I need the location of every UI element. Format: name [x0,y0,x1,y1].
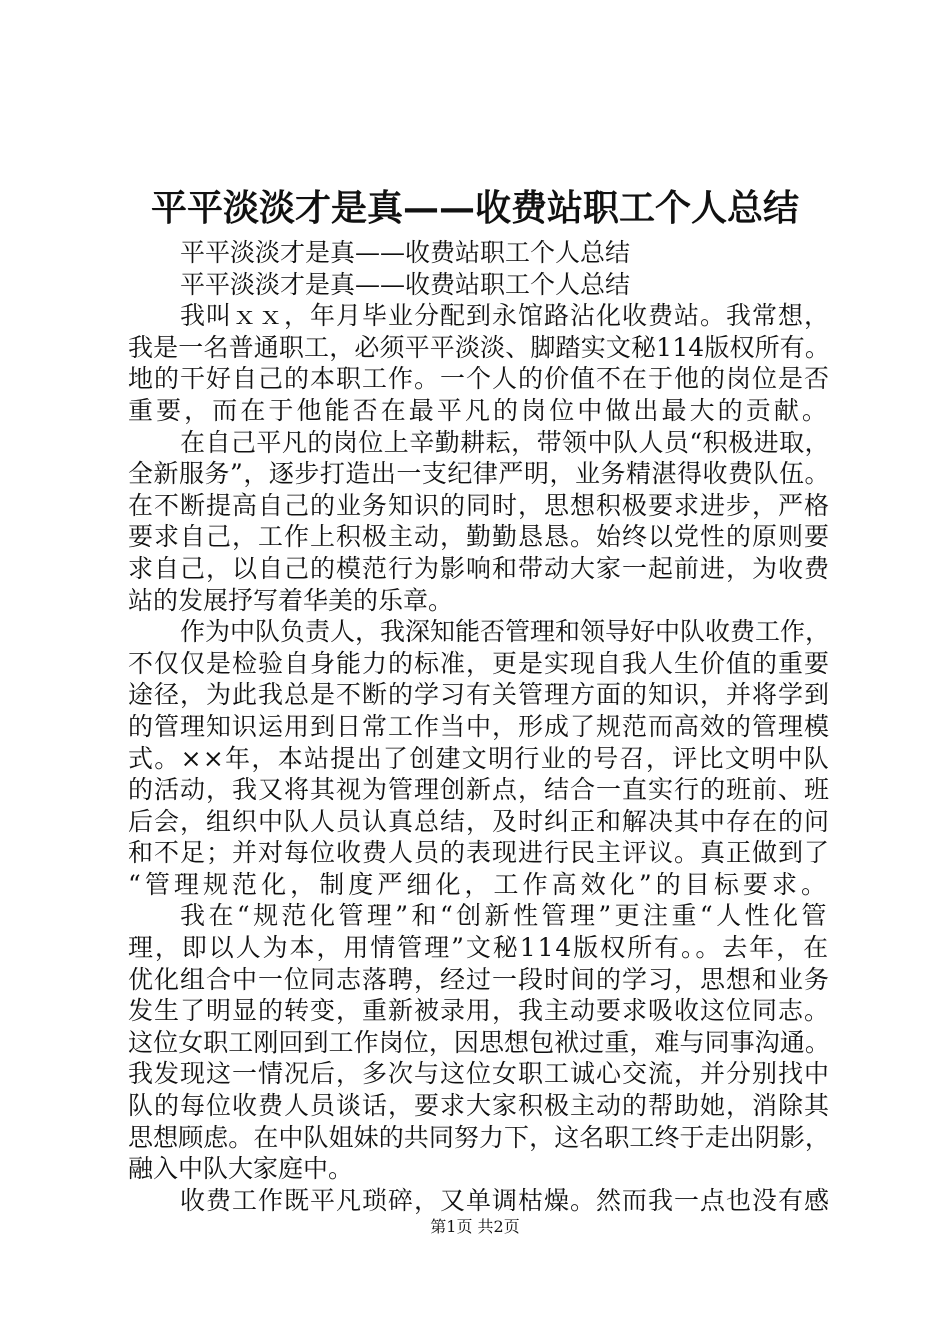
text-line: 收费工作既平凡琐碎，又单调枯燥。然而我一点也没有感 [180,1185,831,1215]
text-line: 重要，而在于他能否在最平凡的岗位中做出最大的贡献。 [128,395,831,425]
text-line: 求自己，以自己的模范行为影响和带动大家一起前进，为收费 [128,553,831,583]
text-line: 我叫ｘｘ，年月毕业分配到永馆路沾化收费站。我常想， [180,301,831,331]
text-line: 要求自己，工作上积极主动，勤勤恳恳。始终以党性的原则要 [128,522,831,552]
text-line: 融入中队大家庭中。 [128,1154,354,1184]
text-line: 后会，组织中队人员认真总结，及时纠正和解决其中存在的问 [128,806,831,836]
text-line: 和不足；并对每位收费人员的表现进行民主评议。真正做到了 [128,838,831,868]
text-line: 思想顾虑。在中队姐妹的共同努力下，这名职工终于走出阴影， [128,1122,830,1152]
text-line: 这位女职工刚回到工作岗位，因思想包袱过重，难与同事沟通。 [128,1027,830,1057]
text-line: 在自己平凡的岗位上辛勤耕耘，带领中队人员“积极进取， [180,427,831,457]
text-line: 队的每位收费人员谈话，要求大家积极主动的帮助她，消除其 [128,1091,831,1121]
text-line: 平平淡淡才是真——收费站职工个人总结 [180,269,631,299]
text-line: 我发现这一情况后，多次与这位女职工诚心交流，并分别找中 [128,1059,831,1089]
text-line: 我是一名普通职工，必须平平淡淡、脚踏实文秘114版权所有。 [128,332,831,362]
text-line: “管理规范化，制度严细化，工作高效化”的目标要求。 [128,869,831,899]
text-line: 全新服务”，逐步打造出一支纪律严明，业务精湛得收费队伍。 [128,459,831,489]
text-line: 的管理知识运用到日常工作当中，形成了规范而高效的管理模 [128,711,831,741]
text-line: 不仅仅是检验自身能力的标准，更是实现自我人生价值的重要 [128,648,831,678]
text-line: 理，即以人为本，用情管理”文秘114版权所有。。去年，在 [128,933,831,963]
document-title: 平平淡淡才是真——收费站职工个人总结 [150,187,799,229]
text-line: 的活动，我又将其视为管理创新点，结合一直实行的班前、班 [128,775,831,805]
text-line: 我在“规范化管理”和“创新性管理”更注重“人性化管 [180,901,830,931]
text-line: 在不断提高自己的业务知识的同时，思想积极要求进步，严格 [128,490,831,520]
text-line: 作为中队负责人，我深知能否管理和领导好中队收费工作， [180,617,831,647]
text-line: 式。××年，本站提出了创建文明行业的号召，评比文明中队 [128,743,830,773]
text-line: 站的发展抒写着华美的乐章。 [128,585,454,615]
text-line: 发生了明显的转变，重新被录用，我主动要求吸收这位同志。 [128,996,831,1026]
document-body [128,237,830,1216]
text-line: 途径，为此我总是不断的学习有关管理方面的知识，并将学到 [128,680,831,710]
text-line: 平平淡淡才是真——收费站职工个人总结 [180,238,631,267]
page-number-footer: 第1页 共2页 [430,1217,520,1236]
text-line: 地的干好自己的本职工作。一个人的价值不在于他的岗位是否 [128,364,831,394]
text-line: 优化组合中一位同志落聘，经过一段时间的学习，思想和业务 [128,964,831,994]
